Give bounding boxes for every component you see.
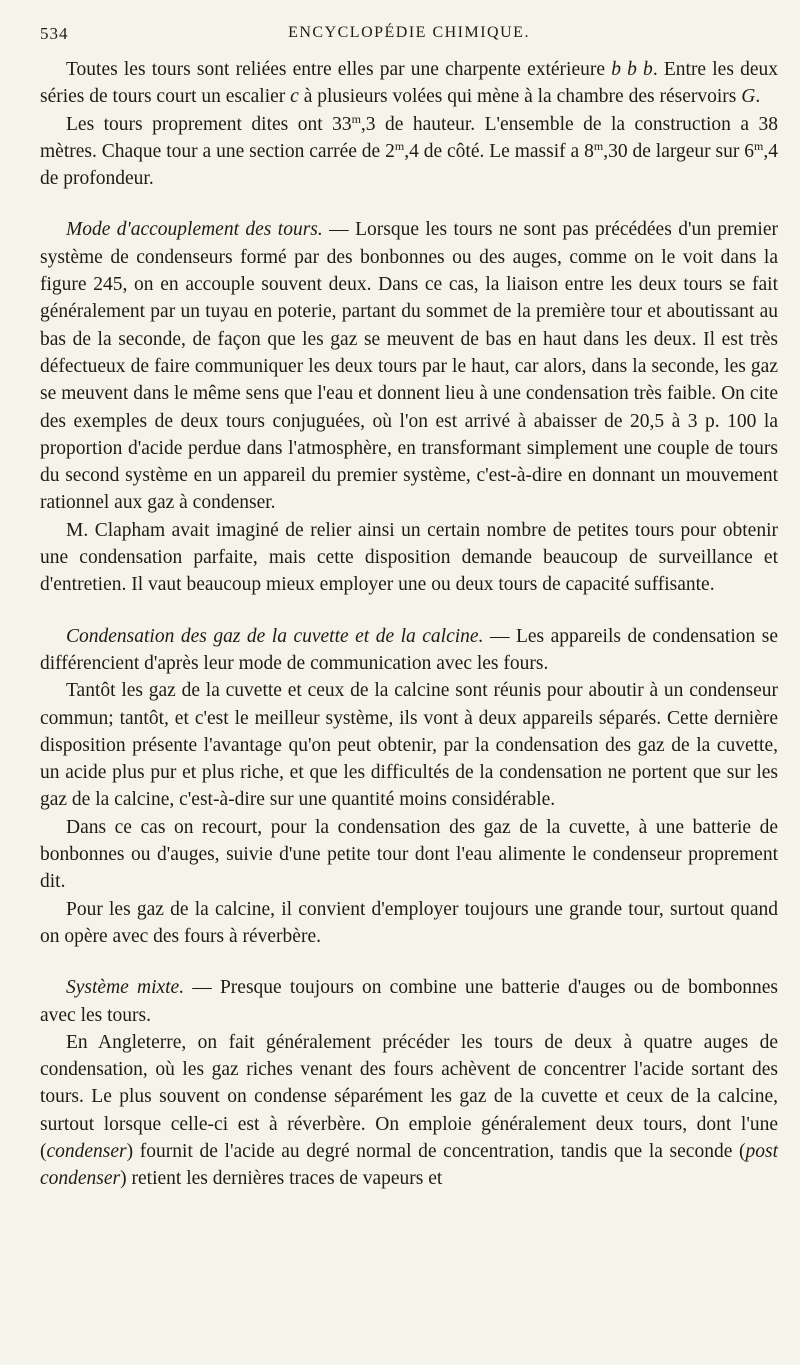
paragraph-bonbonnes-battery: Dans ce cas on recourt, pour la condensation des gaz de la cuvette, à une batterie de bonbonnes ou d'auges, suivie d'une petite tour dont l'eau alimente le condenseur proprement dit.	[40, 816, 778, 893]
unit-superscript: m	[754, 138, 764, 153]
text-run: ,4 de profondeur.	[40, 140, 778, 190]
text-run: .	[755, 86, 761, 108]
paragraph-gas-condensation	[40, 623, 778, 678]
unit-superscript: m	[394, 138, 405, 153]
running-head	[40, 22, 778, 52]
section-heading: Condensation des gaz de la cuvette et de la calcine.	[66, 625, 484, 647]
body-text	[40, 56, 778, 1193]
italic-run: b b b	[611, 59, 653, 80]
italic-run: G	[741, 86, 756, 108]
paragraph-towers-framework	[40, 56, 778, 111]
unit-superscript: m	[593, 138, 604, 153]
paragraph-england	[40, 1029, 778, 1193]
paragraph-mixed-system	[40, 974, 778, 1029]
text-run: Toutes les tours sont reliées entre elles par une charpente extérieure	[66, 59, 612, 80]
text-run: ) fournit de l'acide au degré normal de concentration, tandis que la seconde (	[126, 1140, 746, 1162]
text-run: — Les appareils de condensation se différencient d'après leur mode de communication avec les fours.	[40, 625, 778, 674]
text-run: — Presque toujours on combine une batterie d'auges ou de bombonnes avec les tours.	[40, 977, 778, 1026]
running-title: ENCYCLOPÉDIE CHIMIQUE.	[288, 24, 530, 41]
text-run: ,4 de côté. Le massif a 8	[404, 140, 594, 162]
section-heading: Mode d'accouplement des tours.	[66, 219, 323, 241]
unit-superscript: m	[351, 111, 361, 126]
paragraph-calcine-gases: Pour les gaz de la calcine, il convient d'employer toujours une grande tour, surtout quand on opère avec des fours à réverbère.	[40, 898, 778, 947]
text-run: — Lorsque les tours ne sont pas précédées d'un premier système de condenseurs formé par des bonbonnes ou des auges, comme on le voit dans la figure 245, on en accouple souvent deux. Dans ce cas, la liaison entre les deux tours se fait généralement par un tuyau en poterie, partant du sommet de la première tour et aboutissant au bas de la seconde, de façon que les gaz se meuvent de bas en haut dans les deux. Il est très défectueux de faire communiquer les deux tours par le haut, car alors, dans la seconde, les gaz se meuvent dans le même sens que l'eau et donnent lieu à une condensation très faible. On cite des exemples de deux tours conjuguées, où l'on est arrivé à abaisser de 20,5 à 3 p. 100 la proportion d'acide perdue dans l'atmosphère, en transformant simplement une couple de tours du second système en un appareil du premier système, c'est-à-dire en donnant un mouvement rationnel aux gaz à condenser.	[40, 219, 779, 514]
text-run: . Entre les deux séries de tours court un escalier	[40, 59, 779, 108]
italic-run: post condenser	[40, 1140, 778, 1190]
page-number: 534	[40, 24, 69, 43]
text-run: ) retient les dernières traces de vapeurs et	[120, 1168, 443, 1190]
paragraph-tower-dimensions	[40, 111, 778, 193]
paragraph-clapham: M. Clapham avait imaginé de relier ainsi un certain nombre de petites tours pour obtenir une condensation parfaite, mais cette disposition demande beaucoup de surveillance et d'entretien. Il vaut beaucoup mieux employer une ou deux tours de capacité suffisante.	[40, 519, 778, 596]
text-run: ,3 de hauteur. L'ensemble de la construction a 38 mètres. Chaque tour a une section carrée de 2	[40, 113, 778, 162]
italic-run: c	[290, 86, 299, 108]
italic-run: condenser	[46, 1140, 127, 1162]
text-run: à plusieurs volées qui mène à la chambre des réservoirs	[298, 86, 742, 108]
text-run: ,30 de largeur sur 6	[603, 140, 755, 162]
section-heading: Système mixte.	[66, 977, 185, 999]
paragraph-separate-condensers: Tantôt les gaz de la cuvette et ceux de la calcine sont réunis pour aboutir à un condenseur commun; tantôt, et c'est le meilleur système, ils vont à deux appareils séparés. Cette dernière disposition présente l'avantage qu'on peut obtenir, par la condensation des gaz de la cuvette, un acide plus pur et plus riche, et que les difficultés de la condensation ne portent que sur les gaz de la calcine, c'est-à-dire sur une quantité moins considérable.	[40, 680, 778, 811]
paragraph-tower-coupling	[40, 216, 778, 516]
text-run: En Angleterre, on fait généralement précéder les tours de deux à quatre auges de condensation, où les gaz riches venant des fours achèvent de concentrer l'acide sortant des tours. Le plus souvent on condense séparément les gaz de la cuvette et ceux de la calcine, surtout lorsque celle-ci est à réverbère. On emploie généralement deux tours, dont l'une (	[40, 1031, 778, 1162]
text-run: Les tours proprement dites ont 33	[66, 113, 352, 135]
